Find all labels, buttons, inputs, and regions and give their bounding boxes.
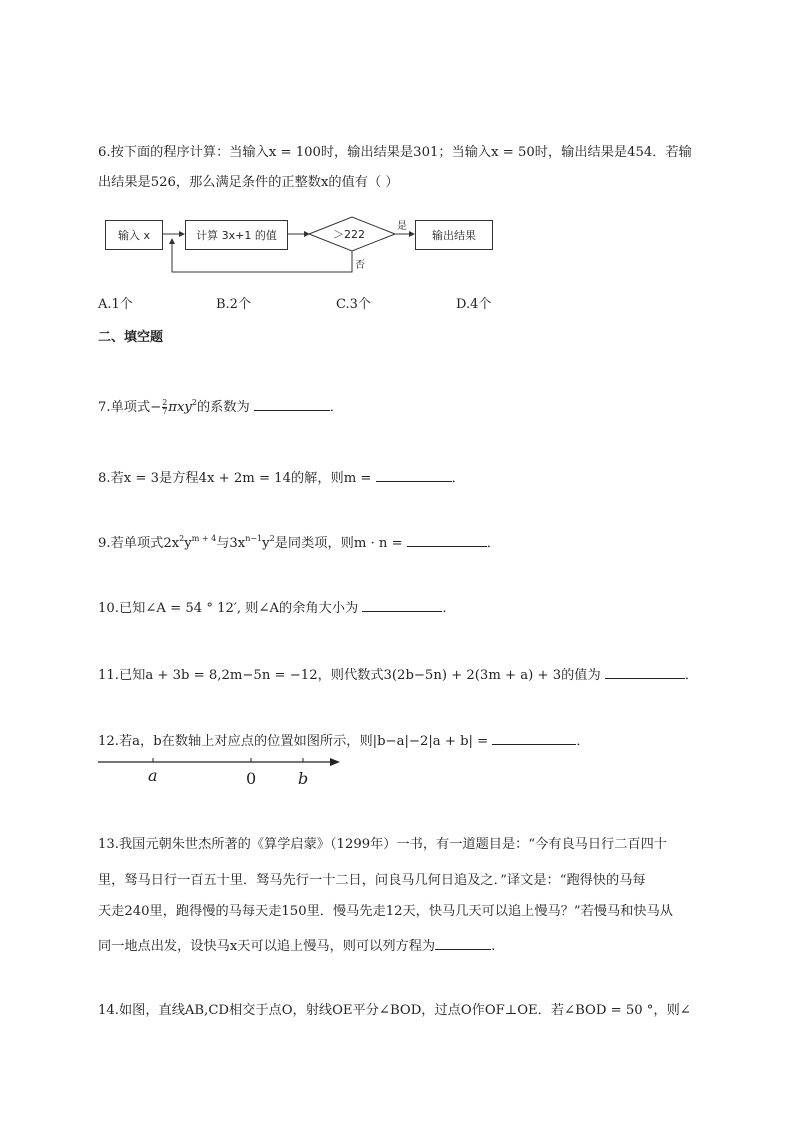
q7-denominator: 7: [162, 407, 168, 416]
flow-yes-label: 是: [397, 221, 407, 232]
section-title: 二、填空题: [98, 330, 164, 345]
q13-line4-text: 同一地点出发，设快马x天可以追上慢马，则可以列方程为: [98, 939, 436, 954]
q6-option-a: A.1个: [98, 297, 133, 312]
q12-text: 12.若a，b在数轴上对应点的位置如图所示，则|b−a|−2|a + b| =: [98, 734, 489, 749]
q13-line3: 天走240里，跑得慢的马每天走150里．慢马先走12天，快马几天可以追上慢马？”若慢马和快马从: [98, 904, 673, 919]
q13-line1: 13.我国元朝朱世杰所著的《算学启蒙》（1299年）一书，有一道题目是：“今有良马日行二百四十: [98, 837, 667, 852]
q9-part-b: y: [184, 536, 192, 551]
q7-end: ．: [329, 400, 344, 415]
q7-suffix: 的系数为: [196, 400, 250, 415]
q10-text: 10.已知∠A = 54 ° 12′, 则∠A的余角大小为: [98, 601, 359, 616]
q7-exponent: 2: [191, 398, 197, 407]
number-line-label-zero: 0: [246, 769, 257, 788]
flow-input-box: 输入 x: [105, 220, 163, 250]
q6-line1: 6.按下面的程序计算：当输入x = 100时，输出结果是301；当输入x = 50时，输出结果是454．若输: [98, 145, 692, 160]
flow-condition-label: ＞222: [333, 228, 365, 241]
q9-part-a: 9.若单项式2x: [98, 536, 180, 551]
q12-end: ．: [576, 734, 590, 749]
q9-exp2: m + 4: [191, 534, 217, 543]
q11-text: 11.已知a + 3b = 8,2m−5n = −12，则代数式3(2b−5n) + 2(3m + a) + 3的值为: [98, 668, 601, 683]
q7-prefix: 7.单项式−: [98, 400, 162, 415]
q9-part-c: 与3x: [216, 536, 246, 551]
q14: 14.如图，直线AB,CD相交于点O，射线OE平分∠BOD，过点O作OF⊥OE．若∠BOD = 50 °，则∠: [98, 1003, 691, 1018]
q8-end: ．: [451, 471, 465, 486]
flow-compute-box: 计算 3x+1 的值: [185, 220, 288, 250]
number-line-label-b: b: [298, 769, 309, 788]
q7-numerator: 2: [162, 398, 168, 407]
q9-exp1: 2: [179, 534, 185, 543]
q13-answer-blank[interactable]: [435, 935, 491, 950]
q9-end: ．: [486, 536, 501, 551]
q11-end: ．: [684, 668, 699, 683]
q8-text: 8.若x = 3是方程4x + 2m = 14的解，则m =: [98, 471, 372, 486]
number-line-label-a: a: [148, 766, 158, 785]
flow-no-label: 否: [355, 260, 365, 271]
q10-end: ．: [442, 601, 456, 616]
q6-line2: 出结果是526，那么满足条件的正整数x的值有（ ）: [98, 175, 399, 190]
q7-monomial: πxy: [168, 400, 192, 415]
q9-part-f: 是同类项，则m · n =: [274, 536, 403, 551]
q6-option-b: B.2个: [216, 297, 251, 312]
q9-part-d: y: [262, 536, 270, 551]
q6-option-c: C.3个: [336, 297, 371, 312]
q9-exp4: 2: [269, 534, 275, 543]
flow-output-box: 输出结果: [415, 220, 493, 250]
q13-line2: 里，驽马日行一百五十里．驽马先行一十二日，问良马几何日追及之．”译文是：“跑得快的马每: [98, 873, 646, 888]
q6-option-d: D.4个: [456, 297, 492, 312]
q13-end: .: [491, 939, 496, 954]
q9-exp3: n−1: [245, 534, 263, 543]
q13-line4: [98, 935, 495, 956]
